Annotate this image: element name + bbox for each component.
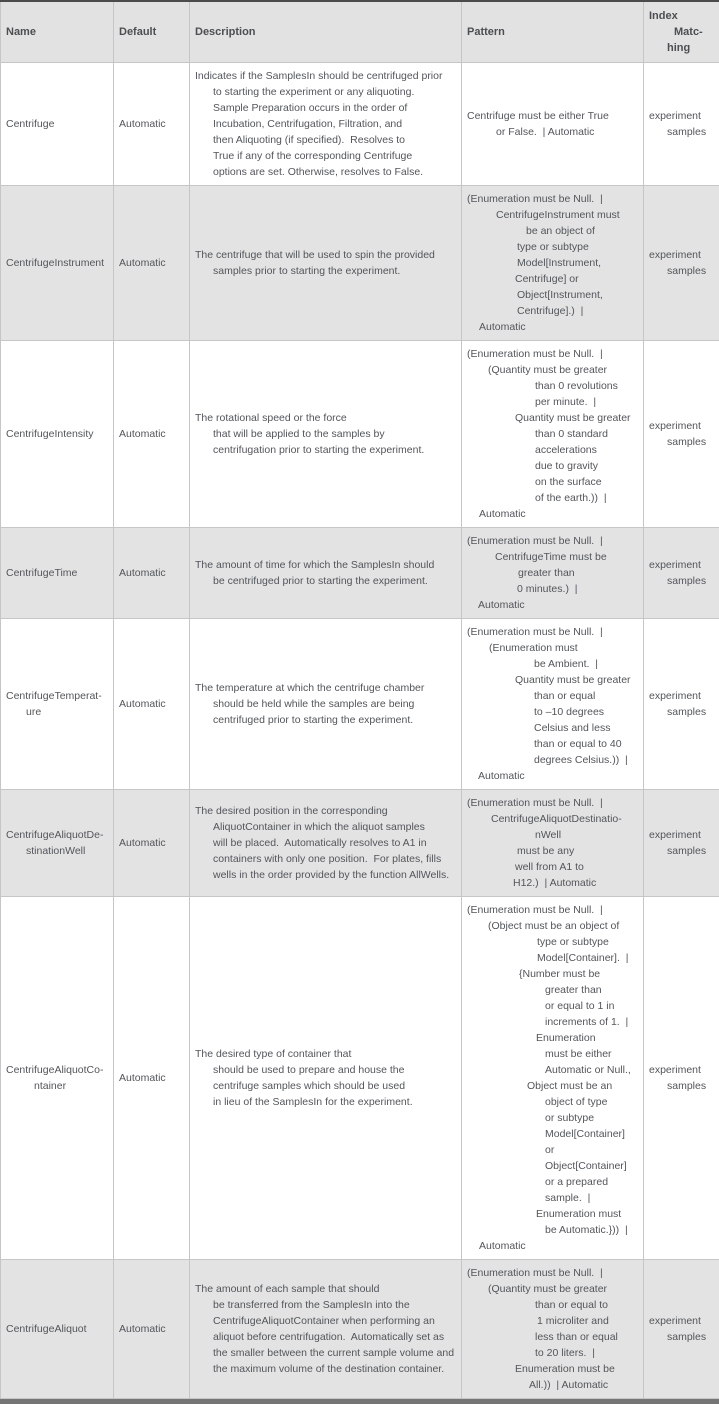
cell-description <box>190 186 462 341</box>
cell-default <box>114 186 190 341</box>
cell-line: Enumeration <box>536 1032 596 1044</box>
cell-line: samples prior to starting the experiment. <box>213 265 401 277</box>
cell-line: accelerations <box>535 444 597 456</box>
cell-line: CentrifugeInstrument must <box>496 209 620 221</box>
cell-line: to –10 degrees <box>534 706 605 718</box>
cell-name <box>1 528 114 619</box>
cell-line: must be any <box>517 845 575 857</box>
cell-line: Automatic <box>119 837 166 849</box>
cell-pattern <box>462 341 644 528</box>
cell-pattern <box>462 186 644 341</box>
cell-line: Name <box>6 26 36 38</box>
cell-index-matching <box>644 897 719 1260</box>
table-row <box>1 790 719 897</box>
cell-line: centrifuged prior to starting the experiment. <box>213 714 414 726</box>
cell-line: experiment <box>649 829 701 841</box>
cell-line: Object must be an <box>527 1080 613 1092</box>
cell-line: CentrifugeTemperat- <box>6 690 102 702</box>
cell-default <box>114 619 190 790</box>
cell-line: wells in the order provided by the function AllWells. <box>213 869 450 881</box>
cell-name <box>1 897 114 1260</box>
cell-default <box>114 897 190 1260</box>
cell-default <box>114 528 190 619</box>
cell-line: that will be applied to the samples by <box>213 428 385 440</box>
cell-index-matching <box>644 790 719 897</box>
cell-line: stinationWell <box>26 845 86 857</box>
cell-line: Quantity must be greater <box>515 674 631 686</box>
cell-line: greater than <box>545 984 602 996</box>
cell-line: Index <box>649 10 678 22</box>
cell-line: Centrifuge must be either True <box>467 110 609 122</box>
cell-line: Quantity must be greater <box>515 412 631 424</box>
cell-line: object of type <box>545 1096 608 1108</box>
cell-line: increments of 1. | <box>545 1016 629 1028</box>
cell-line: Automatic <box>119 118 166 130</box>
cell-line: experiment <box>649 110 701 122</box>
cell-line: per minute. | <box>535 396 597 408</box>
table-row <box>1 619 719 790</box>
cell-line: sample. | <box>545 1192 591 1204</box>
cell-index-matching <box>644 1260 719 1399</box>
cell-line: Model[Container]. | <box>537 952 629 964</box>
table-row <box>1 341 719 528</box>
cell-line: (Enumeration must be Null. | <box>467 193 603 205</box>
cell-line: be transferred from the SamplesIn into the <box>213 1299 410 1311</box>
cell-line: centrifugation prior to starting the experiment. <box>213 444 425 456</box>
cell-line: CentrifugeAliquotContainer when performing an <box>213 1315 435 1327</box>
cell-line: Enumeration must <box>536 1208 622 1220</box>
cell-line: to 20 liters. | <box>535 1347 595 1359</box>
cell-pattern <box>462 897 644 1260</box>
cell-line: The temperature at which the centrifuge chamber <box>195 682 425 694</box>
cell-line: ntainer <box>34 1080 67 1092</box>
cell-line: CentrifugeAliquotCo- <box>6 1064 104 1076</box>
cell-name <box>1 63 114 186</box>
cell-pattern <box>462 528 644 619</box>
cell-line: in lieu of the SamplesIn for the experiment. <box>213 1096 413 1108</box>
cell-line: Centrifuge] or <box>515 273 579 285</box>
cell-pattern <box>462 63 644 186</box>
cell-description <box>190 528 462 619</box>
cell-line: Pattern <box>467 26 505 38</box>
cell-line: Centrifuge <box>6 118 55 130</box>
cell-line: Automatic <box>119 1072 166 1084</box>
cell-line: be centrifuged prior to starting the experiment. <box>213 575 428 587</box>
cell-line: CentrifugeAliquotDestinatio- <box>491 813 622 825</box>
cell-line: samples <box>667 436 707 448</box>
cell-line: Automatic <box>119 1323 166 1335</box>
cell-description <box>190 63 462 186</box>
header-row <box>1 1 719 63</box>
cell-line: Object[Instrument, <box>517 289 603 301</box>
table-row <box>1 63 719 186</box>
cell-line: {Number must be <box>519 968 601 980</box>
cell-line: than 0 revolutions <box>535 380 618 392</box>
cell-line: Celsius and less <box>534 722 611 734</box>
cell-line: CentrifugeTime <box>6 567 78 579</box>
table-bottom-border <box>0 1399 719 1404</box>
cell-line: (Enumeration must be Null. | <box>467 535 603 547</box>
cell-line: on the surface <box>535 476 602 488</box>
cell-line: or <box>545 1144 555 1156</box>
cell-line: The desired position in the corresponding <box>195 805 388 817</box>
cell-line: hing <box>667 42 691 54</box>
cell-description <box>190 1260 462 1399</box>
cell-line: Centrifuge].) | <box>517 305 584 317</box>
cell-line: well from A1 to <box>515 861 584 873</box>
cell-line: should be used to prepare and house the <box>213 1064 405 1076</box>
cell-line: centrifuge samples which should be used <box>213 1080 406 1092</box>
cell-line: type or subtype <box>517 241 589 253</box>
cell-index-matching <box>644 619 719 790</box>
cell-line: Automatic <box>478 599 525 611</box>
cell-line: be Ambient. | <box>534 658 599 670</box>
cell-default <box>114 341 190 528</box>
cell-index-matching <box>644 186 719 341</box>
cell-index-matching <box>644 63 719 186</box>
cell-line: or subtype <box>545 1112 595 1124</box>
cell-line: 0 minutes.) | <box>517 583 578 595</box>
cell-name <box>1 341 114 528</box>
cell-line: experiment <box>649 690 701 702</box>
cell-line: then Aliquoting (if specified). Resolves to <box>213 134 406 146</box>
cell-name <box>1 790 114 897</box>
cell-line: AliquotContainer in which the aliquot samples <box>213 821 425 833</box>
cell-line: samples <box>667 1331 707 1343</box>
cell-line: less than or equal <box>535 1331 618 1343</box>
cell-line: The centrifuge that will be used to spin the provided <box>195 249 435 261</box>
cell-default <box>114 790 190 897</box>
cell-line: Enumeration must be <box>515 1363 615 1375</box>
cell-line: should be held while the samples are being <box>213 698 415 710</box>
cell-line: (Object must be an object of <box>488 920 620 932</box>
cell-line: be an object of <box>526 225 595 237</box>
cell-line: Automatic <box>479 1240 526 1252</box>
cell-line: H12.) | Automatic <box>513 877 597 889</box>
cell-line: Description <box>195 26 256 38</box>
cell-line: Matc- <box>674 26 703 38</box>
cell-line: the smaller between the current sample volume and <box>213 1347 455 1359</box>
cell-line: experiment <box>649 559 701 571</box>
cell-line: or a prepared <box>545 1176 609 1188</box>
cell-line: ure <box>26 706 42 718</box>
cell-line: nWell <box>535 829 562 841</box>
column-header-description <box>190 1 462 63</box>
cell-line: Automatic <box>479 321 526 333</box>
cell-line: to starting the experiment or any aliquoting. <box>213 86 415 98</box>
cell-line: samples <box>667 126 707 138</box>
cell-line: than or equal to 40 <box>534 738 622 750</box>
cell-line: Sample Preparation occurs in the order of <box>213 102 408 114</box>
column-header-default <box>114 1 190 63</box>
cell-line: Automatic <box>119 698 166 710</box>
cell-line: the maximum volume of the destination container. <box>213 1363 445 1375</box>
cell-line: Model[Container] <box>545 1128 625 1140</box>
cell-description <box>190 341 462 528</box>
cell-line: The amount of each sample that should <box>195 1283 380 1295</box>
cell-line: samples <box>667 706 707 718</box>
table-row <box>1 186 719 341</box>
column-header-pattern <box>462 1 644 63</box>
cell-line: The amount of time for which the SamplesIn should <box>195 559 435 571</box>
cell-line: CentrifugeIntensity <box>6 428 94 440</box>
cell-line: or False. | Automatic <box>496 126 595 138</box>
column-header-name <box>1 1 114 63</box>
cell-line: experiment <box>649 1315 701 1327</box>
cell-line: must be either <box>545 1048 612 1060</box>
cell-line: Automatic or Null., <box>545 1064 631 1076</box>
cell-line: of the earth.)) | <box>535 492 607 504</box>
cell-line: Object[Container] <box>545 1160 627 1172</box>
cell-line: True if any of the corresponding Centrifuge <box>213 150 413 162</box>
cell-line: or equal to 1 in <box>545 1000 615 1012</box>
cell-default <box>114 63 190 186</box>
table-row <box>1 528 719 619</box>
cell-pattern <box>462 790 644 897</box>
cell-line: CentrifugeAliquot <box>6 1323 87 1335</box>
cell-description <box>190 619 462 790</box>
cell-line: All.)) | Automatic <box>529 1379 609 1391</box>
cell-line: degrees Celsius.)) | <box>534 754 628 766</box>
cell-index-matching <box>644 341 719 528</box>
cell-index-matching <box>644 528 719 619</box>
cell-line: Incubation, Centrifugation, Filtration, and <box>213 118 403 130</box>
cell-line: (Enumeration must be Null. | <box>467 626 603 638</box>
table-row <box>1 1260 719 1399</box>
cell-line: Indicates if the SamplesIn should be centrifuged prior <box>195 70 443 82</box>
cell-line: type or subtype <box>537 936 609 948</box>
cell-line: 1 microliter and <box>537 1315 609 1327</box>
cell-line: (Enumeration must be Null. | <box>467 348 603 360</box>
cell-line: (Enumeration must <box>489 642 578 654</box>
cell-pattern <box>462 619 644 790</box>
cell-line: than 0 standard <box>535 428 608 440</box>
cell-line: options are set. Otherwise, resolves to False. <box>213 166 424 178</box>
cell-line: experiment <box>649 1064 701 1076</box>
cell-description <box>190 897 462 1260</box>
cell-line: samples <box>667 265 707 277</box>
cell-line: (Enumeration must be Null. | <box>467 904 603 916</box>
cell-line: will be placed. Automatically resolves to A1 in <box>213 837 427 849</box>
options-table-body <box>1 63 719 1399</box>
cell-description <box>190 790 462 897</box>
cell-line: (Enumeration must be Null. | <box>467 1267 603 1279</box>
cell-line: (Quantity must be greater <box>488 364 608 376</box>
cell-line: Automatic <box>478 770 525 782</box>
column-header-index-matching <box>644 1 719 63</box>
table-row <box>1 897 719 1260</box>
cell-line: Automatic <box>119 428 166 440</box>
cell-line: containers with only one position. For plates, fills <box>213 853 442 865</box>
options-table-header <box>1 1 719 63</box>
cell-line: The desired type of container that <box>195 1048 352 1060</box>
cell-line: be Automatic.})) | <box>545 1224 628 1236</box>
cell-line: (Enumeration must be Null. | <box>467 797 603 809</box>
cell-line: (Quantity must be greater <box>488 1283 608 1295</box>
cell-name <box>1 1260 114 1399</box>
cell-line: samples <box>667 1080 707 1092</box>
cell-line: Default <box>119 26 157 38</box>
cell-line: Automatic <box>119 257 166 269</box>
cell-line: aliquot before centrifugation. Automatically set as <box>213 1331 445 1343</box>
cell-name <box>1 619 114 790</box>
cell-line: Automatic <box>479 508 526 520</box>
cell-line: experiment <box>649 420 701 432</box>
cell-line: greater than <box>518 567 575 579</box>
cell-line: due to gravity <box>535 460 599 472</box>
cell-line: CentrifugeInstrument <box>6 257 105 269</box>
cell-line: than or equal to <box>535 1299 608 1311</box>
cell-line: Model[Instrument, <box>517 257 602 269</box>
cell-default <box>114 1260 190 1399</box>
cell-line: The rotational speed or the force <box>195 412 347 424</box>
cell-pattern <box>462 1260 644 1399</box>
cell-line: CentrifugeAliquotDe- <box>6 829 104 841</box>
cell-line: than or equal <box>534 690 596 702</box>
cell-line: samples <box>667 845 707 857</box>
cell-line: CentrifugeTime must be <box>495 551 607 563</box>
cell-line: experiment <box>649 249 701 261</box>
cell-line: samples <box>667 575 707 587</box>
cell-name <box>1 186 114 341</box>
cell-line: Automatic <box>119 567 166 579</box>
